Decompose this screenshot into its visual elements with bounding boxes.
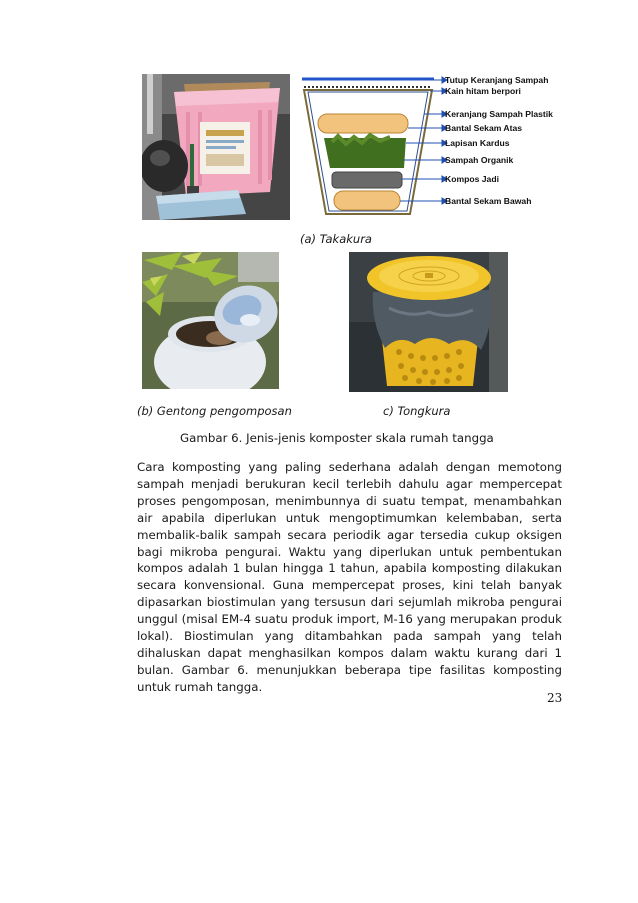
diagram-label-organic: Sampah Organik bbox=[445, 155, 514, 165]
body-paragraph: Cara komposting yang paling sederhana adalah dengan memotong sampah menjadi berukuran kecil terlebih dahulu agar mempercepat proses pengomposan, menimbunnya di suatu tempat, menambahkan air apabila diperlukan untuk mengoptimumkan kelembaban, serta membalik-balik sampah secara periodik agar tersedia cukup oksigen bagi mikroba pengurai. Waktu yang diperlukan untuk pembentukan kompos adalah 1 bulan hingga 1 tahun, apabila komposting dilakukan secara konvensional. Guna mempercepat proses, kini telah banyak dipasarkan biostimulan yang tersusun dari sejumlah mikroba pengurai unggul (misal EM-4 suatu produk import, M-16 yang merupakan produk lokal). Biostimulan yang ditambahkan pada sampah yang telah dihaluskan dapat menghasilkan kompos dalam waktu kurang dari 1 bulan. Gambar 6. menunjukkan beberapa tipe fasilitas komposting untuk rumah tangga. bbox=[137, 460, 562, 694]
diagram-label-bottom-cushion: Bantal Sekam Bawah bbox=[445, 196, 532, 206]
diagram-label-lid: Tutup Keranjang Sampah bbox=[445, 75, 549, 85]
figure-title: Gambar 6. Jenis-jenis komposter skala rumah tangga bbox=[180, 431, 494, 445]
diagram-label-basket: Keranjang Sampah Plastik bbox=[445, 109, 553, 119]
takakura-diagram bbox=[298, 74, 568, 220]
diagram-label-cloth: Kain hitam berpori bbox=[445, 86, 521, 96]
caption-gentong: (b) Gentong pengomposan bbox=[137, 404, 292, 418]
page-number: 23 bbox=[547, 691, 563, 705]
diagram-label-top-cushion: Bantal Sekam Atas bbox=[445, 123, 523, 133]
takakura-photo bbox=[142, 74, 290, 220]
tongkura-photo bbox=[349, 252, 508, 392]
caption-takakura: (a) Takakura bbox=[300, 232, 372, 246]
gentong-photo bbox=[142, 252, 279, 389]
caption-tongkura: c) Tongkura bbox=[383, 404, 451, 418]
diagram-label-cardboard: Lapisan Kardus bbox=[445, 138, 510, 148]
diagram-label-compost: Kompos Jadi bbox=[445, 174, 499, 184]
